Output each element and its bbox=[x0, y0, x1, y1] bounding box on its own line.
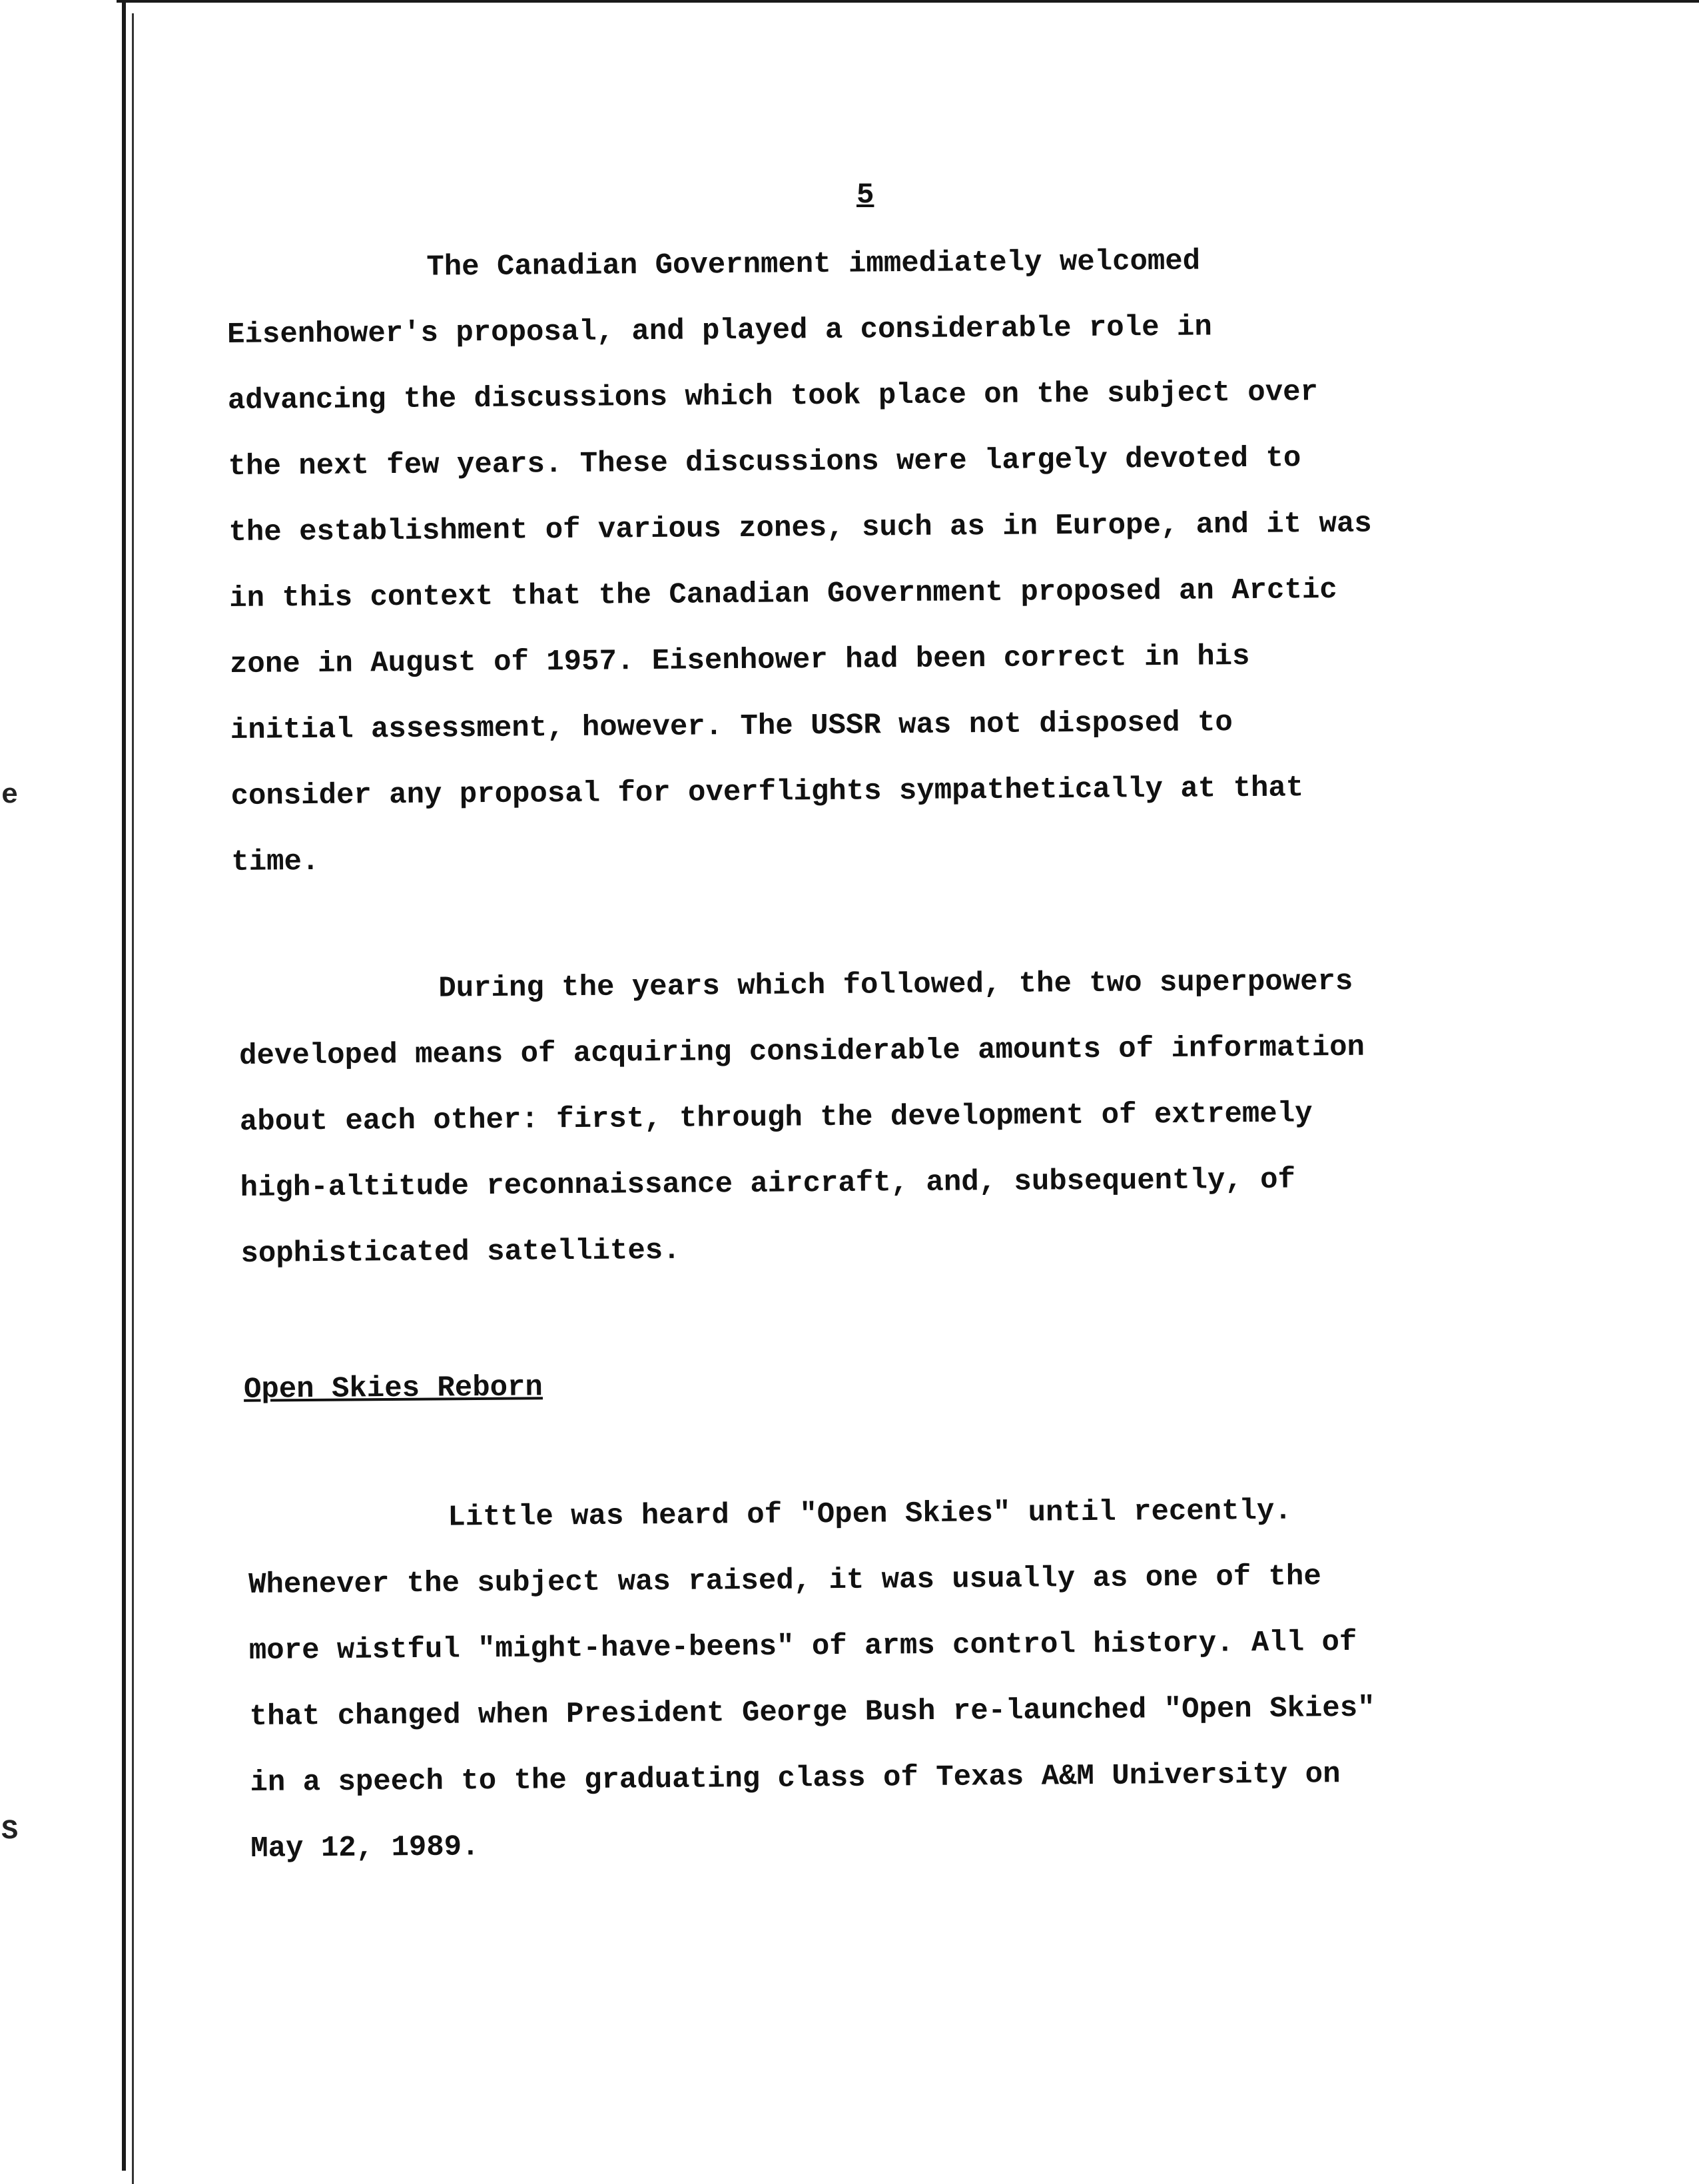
top-rule bbox=[117, 0, 1699, 3]
margin-bleed-text: S bbox=[1, 1815, 19, 1847]
paragraph-line: high-altitude reconnaissance aircraft, and, subsequently, of bbox=[240, 1163, 1296, 1205]
binding-margin-line bbox=[122, 0, 126, 2171]
paragraph-line: Whenever the subject was raised, it was usually as one of the bbox=[248, 1560, 1321, 1602]
paragraph-line: initial assessment, however. The USSR was not disposed to bbox=[230, 706, 1233, 747]
paragraph-line: consider any proposal for overflights sympathetically at that bbox=[230, 771, 1304, 813]
paragraph-line: May 12, 1989. bbox=[250, 1830, 480, 1866]
margin-bleed-text: e bbox=[1, 779, 19, 811]
paragraph-line: the establishment of various zones, such as in Europe, and it was bbox=[228, 507, 1372, 549]
paragraph-line: time. bbox=[231, 845, 320, 879]
paragraph-line: in a speech to the graduating class of Texas A&M University on bbox=[250, 1758, 1341, 1800]
paragraph-line: Eisenhower's proposal, and played a considerable role in bbox=[226, 310, 1212, 352]
paragraph-line: zone in August of 1957. Eisenhower had been correct in his bbox=[229, 639, 1250, 681]
paragraph-line: developed means of acquiring considerable amounts of information bbox=[238, 1030, 1365, 1073]
paragraph-open-skies bbox=[248, 1476, 1583, 1882]
paragraph-line: Little was heard of "Open Skies" until recently. bbox=[448, 1494, 1292, 1535]
paragraph-line: During the years which followed, the two superpowers bbox=[438, 964, 1353, 1006]
paragraph-line: more wistful "might-have-beens" of arms control history. All of bbox=[248, 1625, 1357, 1668]
paragraph-line: advancing the discussions which took place on the subject over bbox=[227, 376, 1319, 418]
paragraph-line: in this context that the Canadian Government proposed an Arctic bbox=[229, 573, 1337, 615]
paragraph-line: that changed when President George Bush re-launched "Open Skies" bbox=[249, 1691, 1375, 1734]
section-heading: Open Skies Reborn bbox=[243, 1371, 543, 1407]
paragraph-line: The Canadian Government immediately welcomed bbox=[426, 244, 1201, 284]
paragraph-canadian-government bbox=[226, 226, 1564, 896]
paragraph-line: about each other: first, through the development of extremely bbox=[239, 1097, 1313, 1139]
paragraph-superpowers bbox=[238, 947, 1573, 1287]
paragraph-line: the next few years. These discussions were largely devoted to bbox=[228, 442, 1301, 484]
binding-margin-line-inner bbox=[132, 13, 134, 2184]
page-number: 5 bbox=[856, 179, 874, 212]
paragraph-line: sophisticated satellites. bbox=[240, 1234, 681, 1271]
